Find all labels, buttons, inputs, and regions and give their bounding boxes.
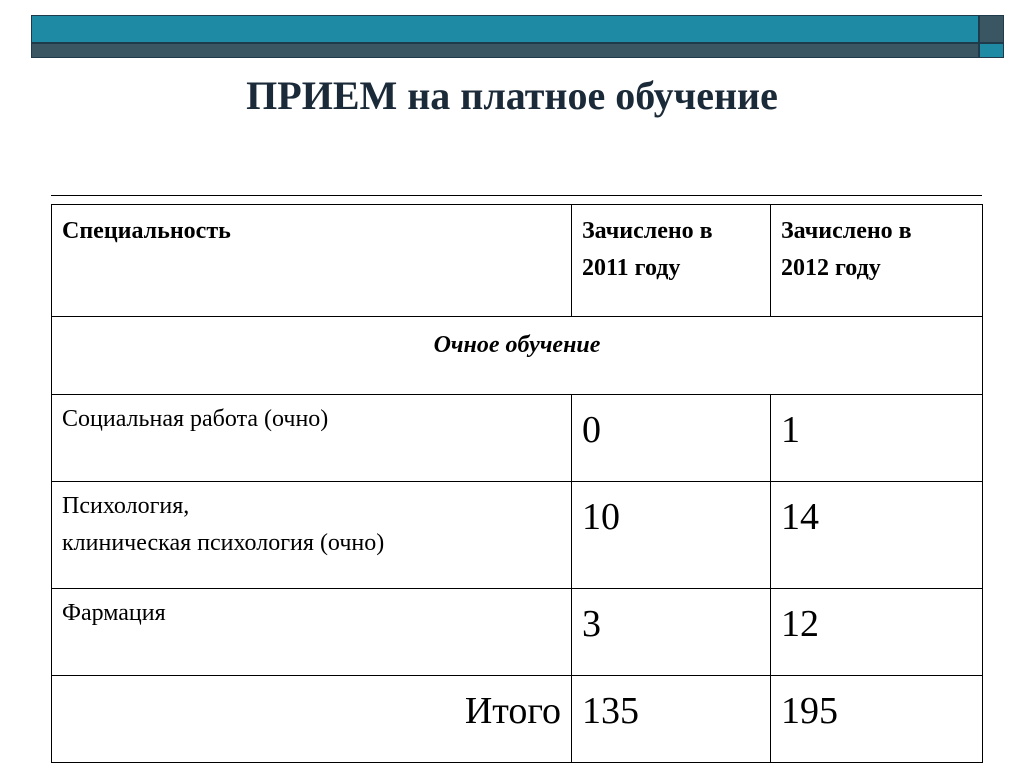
header-year-2011 [572,205,771,317]
specialty-name: Социальная работа (очно) [62,406,329,432]
divider-line [51,195,982,196]
header-square-bottom [979,43,1004,58]
header-specialty-label: Специальность [62,218,231,244]
slide-title: ПРИЕМ на платное обучение [246,73,778,118]
total-label: Итого [52,676,572,763]
specialty-cell [52,482,572,589]
total-2011: 135 [572,676,771,763]
specialty-cell [52,395,572,482]
table-row [52,589,983,676]
admissions-table [51,204,983,763]
value-2012: 14 [771,482,983,589]
value-2011: 10 [572,482,771,589]
value-2012: 12 [771,589,983,676]
section-label: Очное обучение [52,317,983,395]
value-2011: 0 [572,395,771,482]
table-row [52,395,983,482]
section-row [52,317,983,395]
header-year-2012 [771,205,983,317]
table-row [52,482,983,589]
header-specialty [52,205,572,317]
specialty-name-line2: клиническая психология (очно) [62,530,385,556]
specialty-cell [52,589,572,676]
header-square-top [979,15,1004,43]
header-bar-bottom [31,43,979,58]
value-2011: 3 [572,589,771,676]
header-2011-line2: 2011 году [582,255,681,281]
total-row [52,676,983,763]
header-2012-line2: 2012 году [781,255,881,281]
header-2011-line1: Зачислено в [582,218,713,244]
table-header-row [52,205,983,317]
header-bar-top [31,15,979,43]
header-2012-line1: Зачислено в [781,218,912,244]
specialty-name: Фармация [62,600,166,626]
specialty-name-line1: Психология, [62,493,190,519]
value-2012: 1 [771,395,983,482]
total-2012: 195 [771,676,983,763]
